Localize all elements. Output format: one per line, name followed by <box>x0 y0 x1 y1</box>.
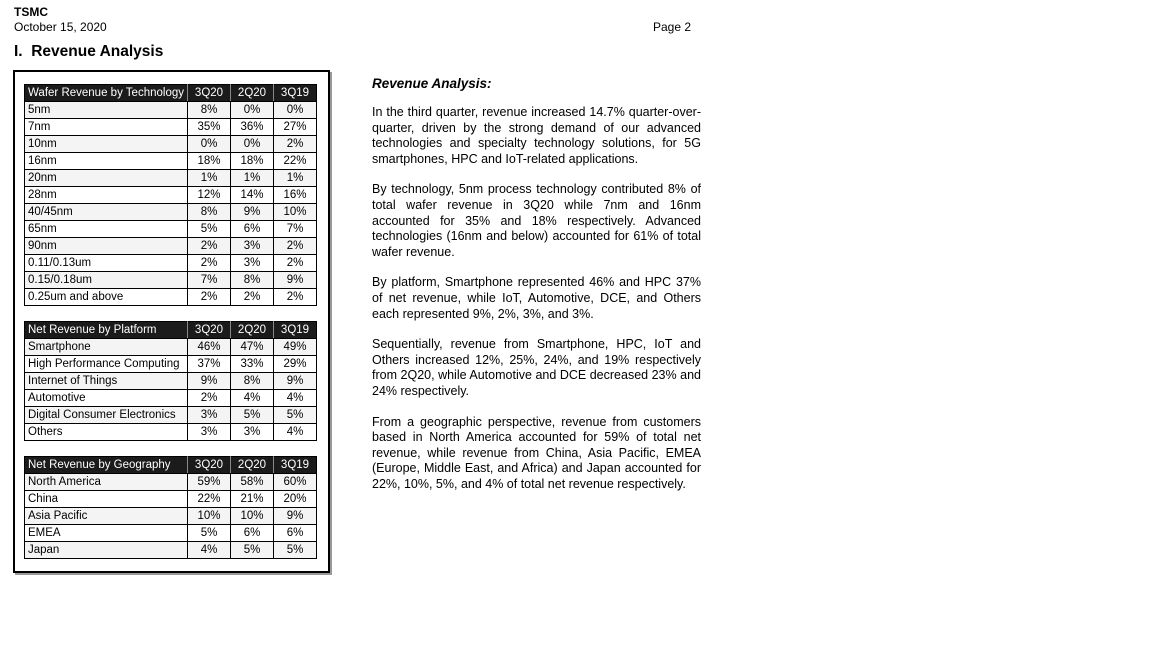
row-label: 20nm <box>25 170 188 187</box>
table-row <box>25 339 317 356</box>
row-value: 0% <box>231 136 274 153</box>
row-label: Digital Consumer Electronics <box>25 407 188 424</box>
row-value: 14% <box>231 187 274 204</box>
row-value: 58% <box>231 474 274 491</box>
row-value: 0% <box>188 136 231 153</box>
row-value: 2% <box>274 289 317 306</box>
row-value: 10% <box>274 204 317 221</box>
row-label: Smartphone <box>25 339 188 356</box>
row-value: 10% <box>231 508 274 525</box>
row-value: 0% <box>231 102 274 119</box>
row-value: 4% <box>231 390 274 407</box>
row-label: Japan <box>25 542 188 559</box>
column-header: 2Q20 <box>231 322 274 339</box>
row-value: 35% <box>188 119 231 136</box>
row-value: 5% <box>231 542 274 559</box>
table-row <box>25 356 317 373</box>
table-row <box>25 491 317 508</box>
table-row <box>25 119 317 136</box>
row-value: 9% <box>231 204 274 221</box>
row-value: 1% <box>274 170 317 187</box>
row-value: 8% <box>188 102 231 119</box>
row-label: 10nm <box>25 136 188 153</box>
page-number: Page 2 <box>653 20 692 34</box>
table-row <box>25 153 317 170</box>
table-row <box>25 255 317 272</box>
analysis-paragraph-3: By platform, Smartphone represented 46% and HPC 37% of net revenue, while IoT, Automotive, DCE, and Others each represented 9%, 2%, 3%, and 3%. <box>372 275 701 321</box>
row-label: Automotive <box>25 390 188 407</box>
row-label: High Performance Computing <box>25 356 188 373</box>
row-value: 21% <box>231 491 274 508</box>
table-header-row <box>25 322 317 339</box>
row-value: 22% <box>274 153 317 170</box>
row-value: 2% <box>188 238 231 255</box>
table-row <box>25 373 317 390</box>
column-header: 3Q20 <box>188 85 231 102</box>
analysis-heading: Revenue Analysis: <box>372 76 492 91</box>
analysis-paragraph-5: From a geographic perspective, revenue from customers based in North America accounted for 59% of total net revenue, while revenue from China, Asia Pacific, EMEA (Europe, Middle East, and Africa) and Japan accounted for 22%, 10%, 5%, and 4% of total net revenue respectively. <box>372 414 701 491</box>
row-value: 1% <box>188 170 231 187</box>
row-value: 9% <box>188 373 231 390</box>
row-value: 6% <box>274 525 317 542</box>
row-value: 2% <box>274 255 317 272</box>
row-label: 16nm <box>25 153 188 170</box>
report-date: October 15, 2020 <box>14 20 107 34</box>
table-title: Net Revenue by Geography <box>25 457 188 474</box>
analysis-column <box>372 76 701 507</box>
table-row <box>25 289 317 306</box>
table-row <box>25 136 317 153</box>
row-value: 47% <box>231 339 274 356</box>
row-value: 6% <box>231 221 274 238</box>
net-revenue-by-platform-table <box>24 321 317 441</box>
row-label: 0.15/0.18um <box>25 272 188 289</box>
row-value: 59% <box>188 474 231 491</box>
row-label: 65nm <box>25 221 188 238</box>
row-label: North America <box>25 474 188 491</box>
table-row <box>25 508 317 525</box>
row-value: 3% <box>231 255 274 272</box>
row-label: Internet of Things <box>25 373 188 390</box>
row-value: 18% <box>231 153 274 170</box>
row-value: 20% <box>274 491 317 508</box>
row-label: 40/45nm <box>25 204 188 221</box>
row-value: 22% <box>188 491 231 508</box>
row-value: 2% <box>188 390 231 407</box>
column-header: 3Q20 <box>188 457 231 474</box>
table-row <box>25 238 317 255</box>
table-row <box>25 272 317 289</box>
table-row <box>25 187 317 204</box>
table-row <box>25 525 317 542</box>
row-value: 46% <box>188 339 231 356</box>
company-name: TSMC <box>14 5 48 19</box>
table-row <box>25 474 317 491</box>
table-title: Net Revenue by Platform <box>25 322 188 339</box>
row-value: 60% <box>274 474 317 491</box>
row-label: 5nm <box>25 102 188 119</box>
column-header: 3Q19 <box>274 457 317 474</box>
analysis-paragraph-2: By technology, 5nm process technology contributed 8% of total wafer revenue in 3Q20 while 7nm and 16nm accounted for 35% and 18% respectively. Advanced technologies (16nm and below) accounted for 61% of total wafer revenue. <box>372 182 701 259</box>
row-value: 29% <box>274 356 317 373</box>
table-row <box>25 221 317 238</box>
row-value: 5% <box>274 542 317 559</box>
row-value: 3% <box>231 424 274 441</box>
row-value: 2% <box>274 238 317 255</box>
row-value: 3% <box>231 238 274 255</box>
row-value: 9% <box>274 508 317 525</box>
row-value: 2% <box>231 289 274 306</box>
row-value: 33% <box>231 356 274 373</box>
tables-panel <box>13 70 330 573</box>
row-label: Others <box>25 424 188 441</box>
row-value: 0% <box>274 102 317 119</box>
net-revenue-by-geography-table <box>24 456 317 559</box>
row-value: 49% <box>274 339 317 356</box>
row-value: 8% <box>188 204 231 221</box>
row-value: 4% <box>274 424 317 441</box>
row-value: 2% <box>274 136 317 153</box>
analysis-paragraph-4: Sequentially, revenue from Smartphone, HPC, IoT and Others increased 12%, 25%, 24%, and 19% respectively from 2Q20, while Automotive and DCE decreased 23% and 24% respectively. <box>372 337 701 398</box>
row-value: 5% <box>188 525 231 542</box>
table-row <box>25 542 317 559</box>
row-value: 4% <box>274 390 317 407</box>
row-label: 0.11/0.13um <box>25 255 188 272</box>
row-value: 18% <box>188 153 231 170</box>
section-title: I. Revenue Analysis <box>14 43 164 60</box>
row-value: 1% <box>231 170 274 187</box>
row-value: 4% <box>188 542 231 559</box>
row-value: 9% <box>274 272 317 289</box>
table-header-row <box>25 457 317 474</box>
row-value: 7% <box>274 221 317 238</box>
column-header: 2Q20 <box>231 85 274 102</box>
row-value: 2% <box>188 255 231 272</box>
table-row <box>25 407 317 424</box>
row-label: 28nm <box>25 187 188 204</box>
row-value: 10% <box>188 508 231 525</box>
row-value: 8% <box>231 272 274 289</box>
analysis-paragraph-1: In the third quarter, revenue increased 14.7% quarter-over-quarter, driven by the strong demand of our advanced technologies and specialty technology solutions, for 5G smartphones, HPC and IoT-related applications. <box>372 105 701 166</box>
row-value: 5% <box>274 407 317 424</box>
row-value: 8% <box>231 373 274 390</box>
row-value: 3% <box>188 424 231 441</box>
row-value: 16% <box>274 187 317 204</box>
column-header: 3Q19 <box>274 322 317 339</box>
table-row <box>25 102 317 119</box>
row-value: 37% <box>188 356 231 373</box>
table-row <box>25 170 317 187</box>
row-label: 90nm <box>25 238 188 255</box>
row-value: 7% <box>188 272 231 289</box>
row-label: 7nm <box>25 119 188 136</box>
row-value: 2% <box>188 289 231 306</box>
column-header: 2Q20 <box>231 457 274 474</box>
row-value: 12% <box>188 187 231 204</box>
table-title: Wafer Revenue by Technology <box>25 85 188 102</box>
row-label: China <box>25 491 188 508</box>
column-header: 3Q19 <box>274 85 317 102</box>
row-label: EMEA <box>25 525 188 542</box>
wafer-revenue-by-technology-table <box>24 84 317 306</box>
column-header: 3Q20 <box>188 322 231 339</box>
row-label: 0.25um and above <box>25 289 188 306</box>
table-row <box>25 424 317 441</box>
table-row <box>25 390 317 407</box>
row-label: Asia Pacific <box>25 508 188 525</box>
table-header-row <box>25 85 317 102</box>
row-value: 9% <box>274 373 317 390</box>
row-value: 36% <box>231 119 274 136</box>
row-value: 27% <box>274 119 317 136</box>
row-value: 5% <box>231 407 274 424</box>
row-value: 6% <box>231 525 274 542</box>
table-row <box>25 204 317 221</box>
row-value: 3% <box>188 407 231 424</box>
row-value: 5% <box>188 221 231 238</box>
